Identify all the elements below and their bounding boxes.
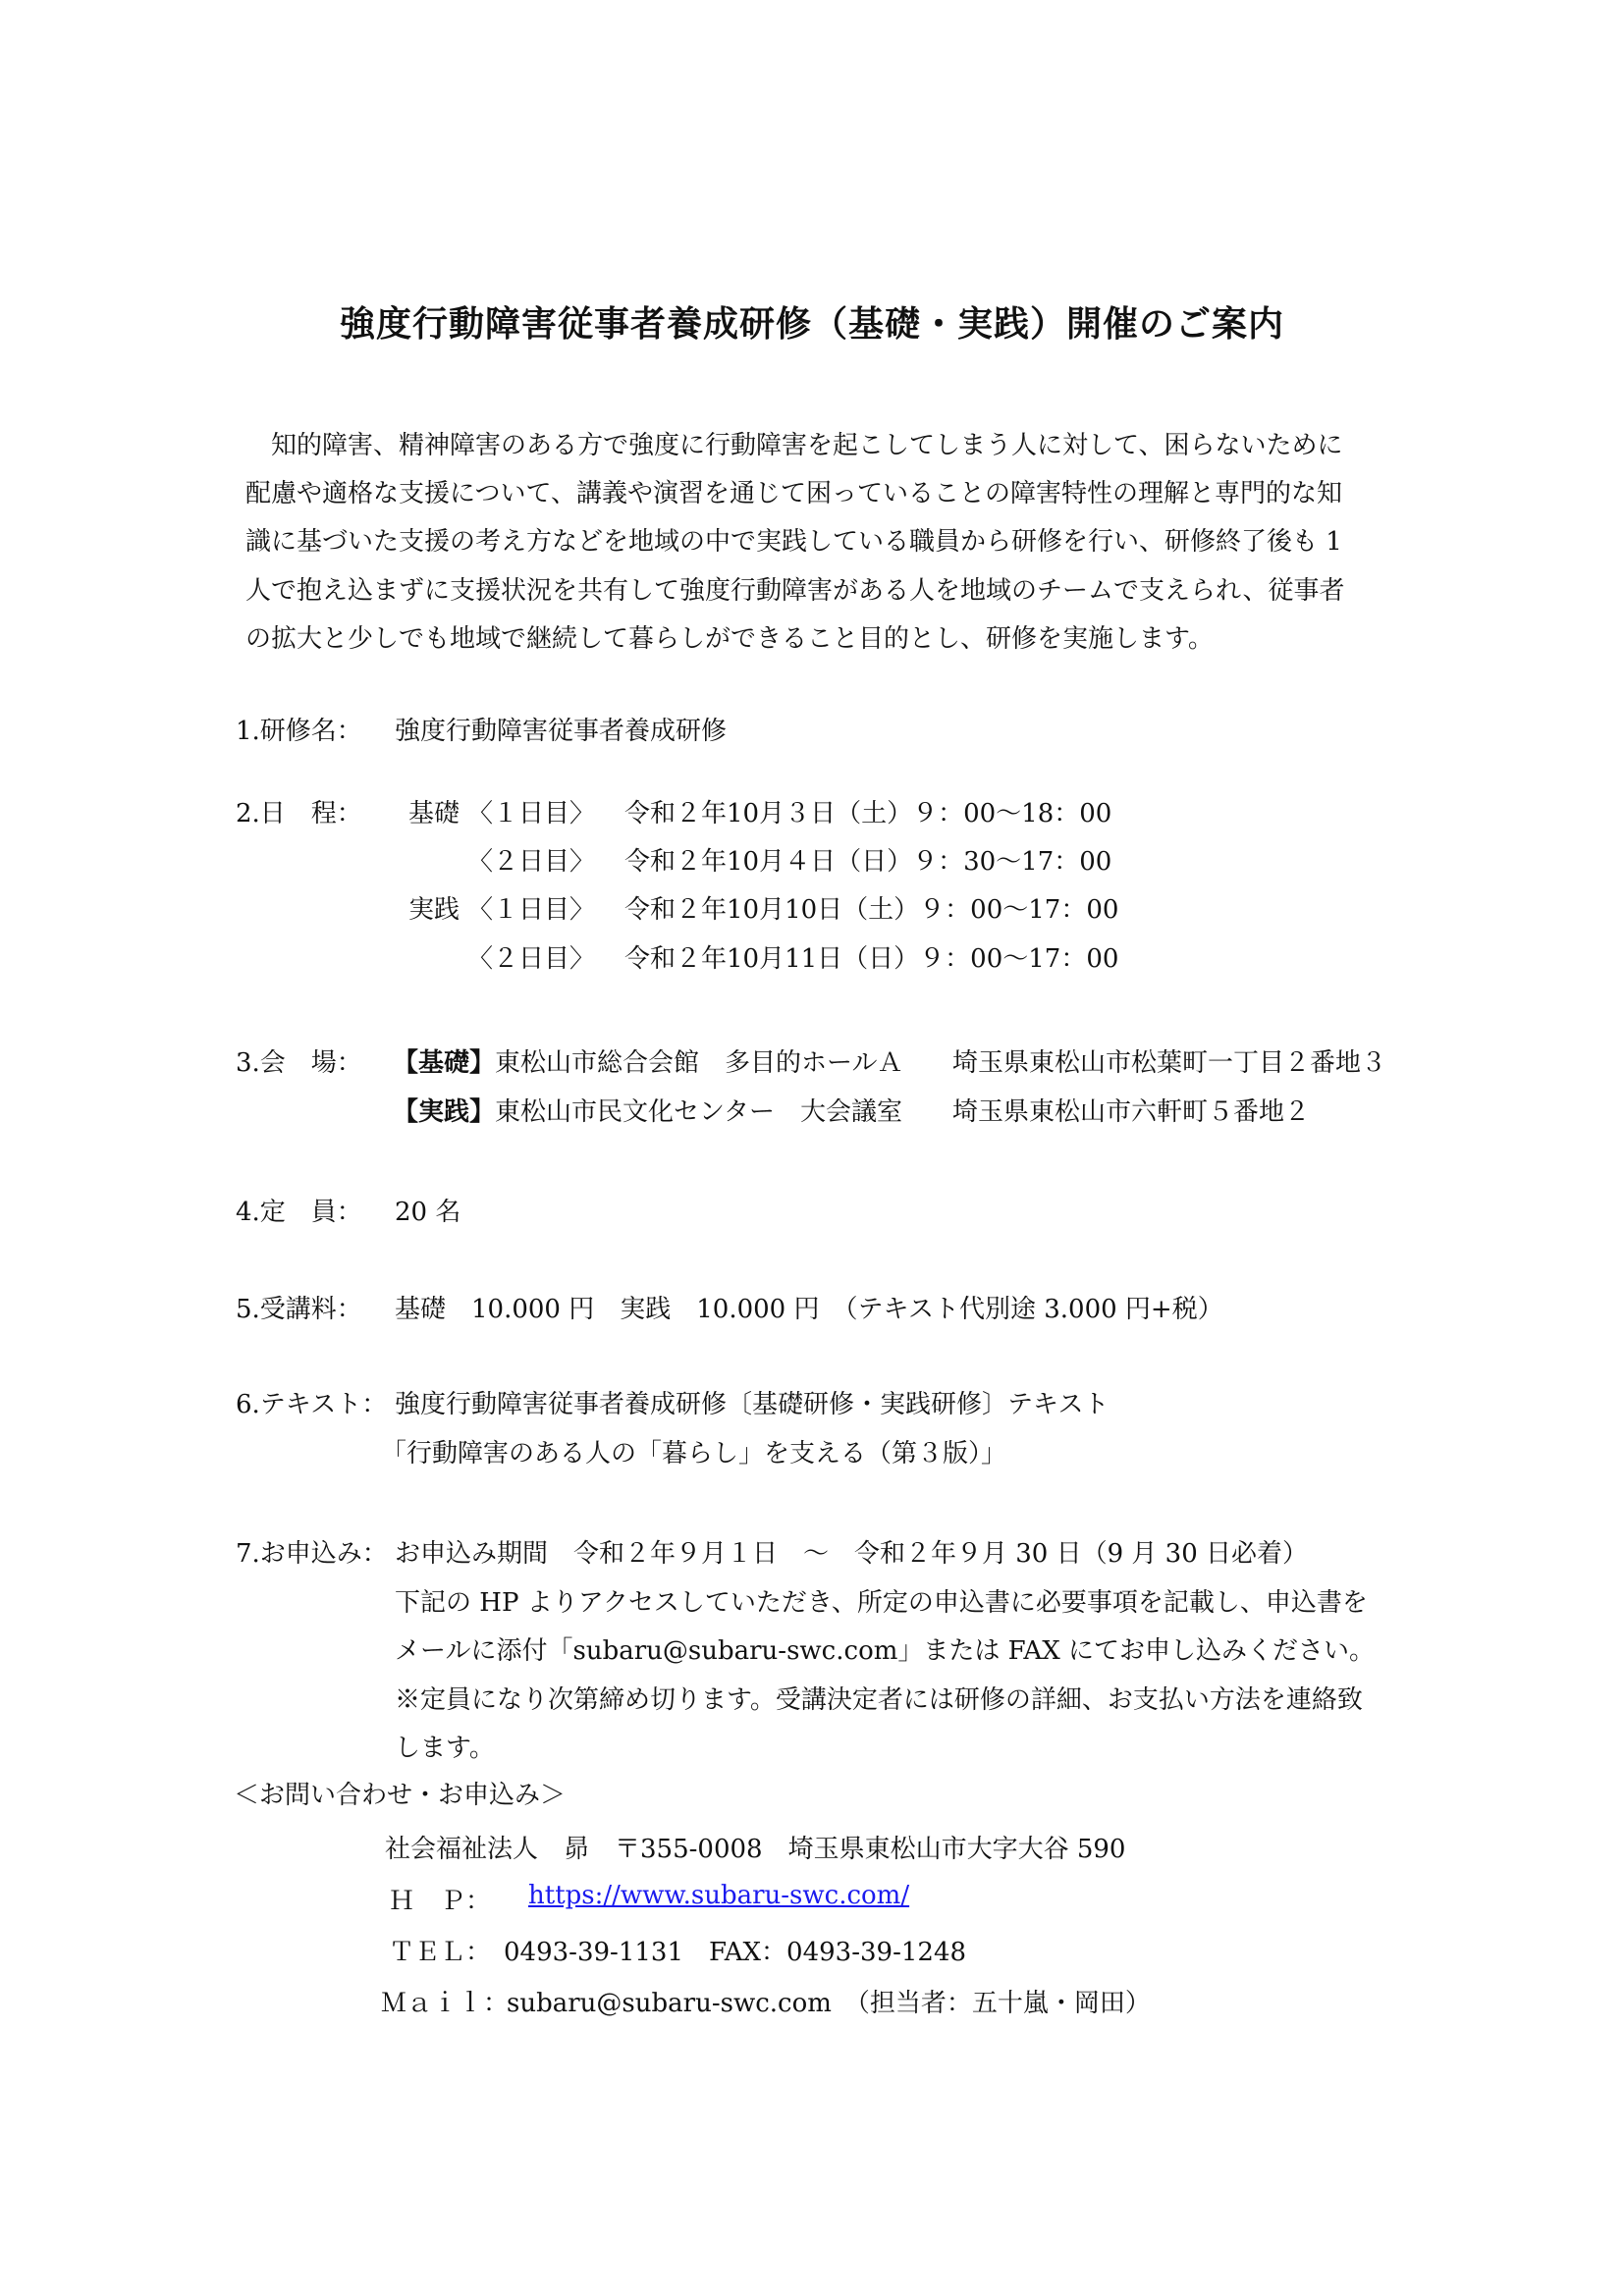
section-4-label: 4.定 員： — [236, 1198, 362, 1227]
venue-tag: 【実践】 — [393, 1097, 496, 1127]
application-line: します。 — [395, 1734, 495, 1763]
fee-value: 基礎 10.000 円 実践 10.000 円 （テキスト代別途 3.000 円+税） — [395, 1295, 1223, 1324]
section-7-label: 7.お申込み： — [236, 1539, 388, 1569]
schedule-date: 令和２年10月３日（土）９：00～18：00 — [624, 799, 1112, 828]
contact-header: ＜お問い合わせ・お申込み＞ — [234, 1781, 567, 1810]
venue-address: 埼玉県東松山市松葉町一丁目２番地３ — [952, 1048, 1387, 1078]
textbook-line-1: 強度行動障害従事者養成研修〔基礎研修・実践研修〕テキスト — [395, 1390, 1110, 1419]
schedule-day: 〈１日目〉 — [467, 895, 596, 925]
schedule-course-basic: 基礎 — [408, 799, 460, 828]
section-3-label: 3.会 場： — [236, 1048, 362, 1078]
capacity-value: 20 名 — [395, 1198, 461, 1227]
document-title: 強度行動障害従事者養成研修（基礎・実践）開催のご案内 — [339, 304, 1284, 345]
course-name: 強度行動障害従事者養成研修 — [395, 717, 728, 746]
textbook-line-2: 「行動障害のある人の「暮らし」を支える（第３版）」 — [381, 1439, 1007, 1468]
schedule-date: 令和２年10月10日（土）９：00～17：00 — [624, 895, 1119, 925]
schedule-date: 令和２年10月11日（日）９：00～17：00 — [624, 944, 1119, 974]
intro-line-2: 配慮や適格な支援について、講義や演習を通じて困っていることの障害特性の理解と専門的な知 — [245, 479, 1342, 508]
section-5-label: 5.受講料： — [236, 1295, 362, 1324]
intro-line-3: 識に基づいた支援の考え方などを地域の中で実践している職員から研修を行い、研修終了後も 1 — [245, 527, 1342, 557]
venue-address: 埼玉県東松山市六軒町５番地２ — [952, 1097, 1311, 1127]
venue-name: 東松山市民文化センター 大会議室 — [495, 1097, 902, 1127]
schedule-day: 〈２日目〉 — [467, 944, 596, 974]
venue-name: 東松山市総合会館 多目的ホールＡ — [495, 1048, 903, 1078]
contact-mail-label: Ｍａｉｌ： — [381, 1989, 510, 2018]
application-period: お申込み期間 令和２年９月１日 ～ 令和２年９月 30 日（9 月 30 日必着） — [395, 1539, 1309, 1569]
contact-hp-link[interactable]: https://www.subaru-swc.com/ — [528, 1881, 910, 1910]
contact-hp-label: Ｈ Ｐ： — [389, 1887, 492, 1916]
intro-line-5: の拡大と少しでも地域で継続して暮らしができること目的とし、研修を実施します。 — [245, 624, 1214, 654]
intro-line-4: 人で抱え込まずに支援状況を共有して強度行動障害がある人を地域のチームで支えられ、従事者 — [245, 576, 1345, 606]
application-line: ※定員になり次第締め切ります。受講決定者には研修の詳細、お支払い方法を連絡致 — [395, 1685, 1363, 1715]
section-2-label: 2.日 程： — [236, 799, 362, 828]
section-6-label: 6.テキスト： — [236, 1390, 388, 1419]
schedule-day: 〈２日目〉 — [467, 847, 596, 877]
schedule-date: 令和２年10月４日（日）９：30～17：00 — [624, 847, 1112, 877]
application-line: 下記の HP よりアクセスしていただき、所定の申込書に必要事項を記載し、申込書を — [395, 1588, 1368, 1618]
intro-line-1: 知的障害、精神障害のある方で強度に行動障害を起こしてしまう人に対して、困らないために — [271, 431, 1343, 460]
section-1-label: 1.研修名： — [236, 717, 362, 746]
schedule-course-practice: 実践 — [408, 895, 460, 925]
venue-tag: 【基礎】 — [393, 1048, 496, 1078]
schedule-day: 〈１日目〉 — [467, 799, 596, 828]
contact-mail: subaru@subaru-swc.com （担当者：五十嵐・岡田） — [507, 1989, 1151, 2018]
contact-organization: 社会福祉法人 昴 〒355-0008 埼玉県東松山市大字大谷 590 — [385, 1835, 1126, 1864]
application-line: メールに添付「subaru@subaru-swc.com」または FAX にてお申し込みください。 — [395, 1636, 1375, 1666]
contact-tel-fax: ＴＥＬ： 0493-39-1131 FAX：0493-39-1248 — [389, 1938, 967, 1967]
